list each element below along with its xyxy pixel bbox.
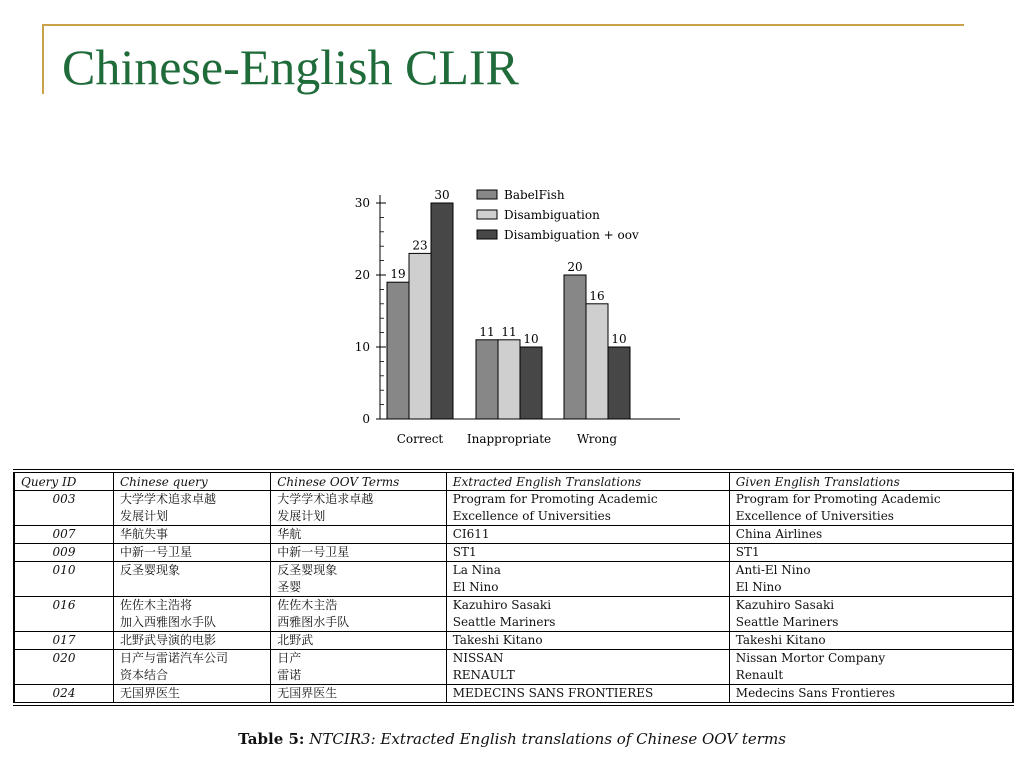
cell-line: NISSAN (452, 651, 504, 665)
bar-value-label: 11 (501, 324, 517, 339)
bar-value-label: 10 (523, 332, 539, 346)
bar (564, 275, 586, 419)
cell-line: 无国界医生 (120, 686, 181, 700)
cell-extracted (446, 544, 729, 562)
cell-given (729, 491, 1013, 526)
cell-line: 西雅图水手队 (277, 615, 350, 629)
bar-value-label: 23 (412, 238, 428, 253)
cell-extracted (446, 526, 729, 544)
cell-line: El Nino (735, 580, 782, 594)
bar-value-label: 20 (567, 260, 583, 274)
bar-value-label: 19 (390, 267, 406, 282)
cell-line: 华航 (277, 527, 302, 541)
slide-title: Chinese-English CLIR (62, 39, 519, 95)
cell-oov-terms (271, 597, 446, 632)
cell-line: 发展计划 (120, 509, 169, 523)
y-tick-label: 0 (362, 412, 370, 426)
cell-line: 日产 (277, 651, 302, 665)
cell-oov-terms (271, 562, 446, 597)
legend-label: BabelFish (504, 188, 565, 202)
cell-line: 佐佐木主浩将 (120, 598, 193, 612)
legend-swatch (477, 210, 497, 219)
cell-given (729, 562, 1013, 597)
cell-line: 北野武导演的电影 (120, 633, 217, 647)
translation-table (13, 472, 1014, 703)
header-chinese-query: Chinese query (114, 473, 271, 491)
cell-line: 佐佐木主浩 (277, 598, 338, 612)
cell-extracted (446, 650, 729, 685)
cell-query-id: 016 (14, 597, 114, 632)
cell-given (729, 632, 1013, 650)
cell-line: 中新一号卫星 (120, 545, 193, 559)
header-chinese-oov-terms: Chinese OOV Terms (271, 473, 446, 491)
cell-line: Anti-El Nino (735, 563, 811, 577)
bar (586, 304, 608, 419)
cell-line: Program for Promoting Academic (735, 492, 941, 506)
cell-oov-terms (271, 650, 446, 685)
cell-line: Excellence of Universities (452, 509, 611, 523)
bar (409, 253, 431, 419)
cell-chinese-query (114, 650, 271, 685)
y-tick-label: 20 (354, 268, 370, 282)
cell-line: 大学学术追求卓越 (277, 492, 374, 506)
caption-label: Table 5: (238, 730, 305, 748)
cell-oov-terms (271, 491, 446, 526)
title-accent-horizontal-line (42, 24, 964, 26)
cell-line: Seattle Mariners (735, 615, 839, 629)
cell-extracted (446, 597, 729, 632)
cell-extracted (446, 685, 729, 703)
cell-chinese-query (114, 632, 271, 650)
header-extracted-translations: Extracted English Translations (446, 473, 729, 491)
legend-swatch (477, 230, 497, 239)
table-row (14, 685, 1013, 703)
cell-line: CI611 (452, 527, 490, 541)
cell-line: La Nina (452, 563, 501, 577)
table-row (14, 650, 1013, 685)
table-row (14, 491, 1013, 526)
cell-line: ST1 (735, 545, 760, 559)
x-category-label: Correct (396, 432, 444, 446)
cell-line: China Airlines (735, 527, 823, 541)
cell-line: Takeshi Kitano (735, 633, 826, 647)
cell-line: Medecins Sans Frontieres (735, 686, 896, 700)
title-accent-vertical-line (42, 24, 44, 94)
caption-text: NTCIR3: Extracted English translations of Chinese OOV terms (309, 730, 786, 748)
cell-line: RENAULT (452, 668, 515, 682)
translation-table-frame (13, 469, 1014, 706)
cell-chinese-query (114, 544, 271, 562)
cell-chinese-query (114, 562, 271, 597)
cell-line: 资本结合 (120, 668, 169, 682)
cell-line: 雷诺 (277, 668, 302, 682)
cell-line: Excellence of Universities (735, 509, 894, 523)
cell-oov-terms (271, 685, 446, 703)
cell-query-id: 003 (14, 491, 114, 526)
cell-line: MEDECINS SANS FRONTIERES (452, 686, 654, 700)
table-row (14, 632, 1013, 650)
cell-extracted (446, 632, 729, 650)
cell-line: 无国界医生 (277, 686, 338, 700)
cell-query-id: 017 (14, 632, 114, 650)
cell-line: El Nino (452, 580, 499, 594)
legend-label: Disambiguation (504, 208, 600, 222)
cell-line: ST1 (452, 545, 477, 559)
cell-line: 中新一号卫星 (277, 545, 350, 559)
cell-given (729, 544, 1013, 562)
table-header-row (14, 473, 1013, 491)
cell-given (729, 526, 1013, 544)
cell-oov-terms (271, 526, 446, 544)
cell-chinese-query (114, 526, 271, 544)
cell-line: Takeshi Kitano (452, 633, 543, 647)
bar-value-label: 30 (434, 188, 450, 202)
bar (387, 282, 409, 419)
cell-given (729, 685, 1013, 703)
bar (520, 347, 542, 419)
cell-extracted (446, 562, 729, 597)
cell-given (729, 597, 1013, 632)
y-tick-label: 30 (354, 196, 370, 210)
cell-query-id: 007 (14, 526, 114, 544)
cell-query-id: 020 (14, 650, 114, 685)
header-given-translations: Given English Translations (729, 473, 1013, 491)
cell-chinese-query (114, 685, 271, 703)
cell-line: 华航失事 (120, 527, 169, 541)
cell-line: 日产与雷诺汽车公司 (120, 651, 229, 665)
cell-chinese-query (114, 597, 271, 632)
x-category-label: Inappropriate (466, 432, 552, 446)
bar (431, 203, 453, 419)
bar-value-label: 10 (611, 332, 627, 346)
cell-line: Renault (735, 668, 784, 682)
cell-line: Seattle Mariners (452, 615, 556, 629)
cell-oov-terms (271, 544, 446, 562)
table-caption (0, 730, 1024, 748)
cell-line: 大学学术追求卓越 (120, 492, 217, 506)
bar-value-label: 16 (589, 288, 605, 303)
cell-line: Kazuhiro Sasaki (735, 598, 835, 612)
table-body (14, 491, 1013, 703)
table-row (14, 562, 1013, 597)
table-row (14, 544, 1013, 562)
cell-line: 加入西雅图水手队 (120, 615, 217, 629)
cell-query-id: 010 (14, 562, 114, 597)
cell-oov-terms (271, 632, 446, 650)
cell-line: Kazuhiro Sasaki (452, 598, 552, 612)
bar (498, 340, 520, 419)
bar (476, 340, 498, 419)
cell-line: 反圣婴现象 (120, 563, 181, 577)
cell-chinese-query (114, 491, 271, 526)
cell-line: 圣婴 (277, 580, 302, 594)
bar-chart (330, 180, 690, 455)
cell-query-id: 024 (14, 685, 114, 703)
cell-given (729, 650, 1013, 685)
bar (608, 347, 630, 419)
header-query-id: Query ID (14, 473, 114, 491)
cell-line: 发展计划 (277, 509, 326, 523)
y-tick-label: 10 (354, 340, 370, 354)
legend-swatch (477, 190, 497, 199)
cell-query-id: 009 (14, 544, 114, 562)
cell-line: 反圣婴现象 (277, 563, 338, 577)
table-row (14, 526, 1013, 544)
x-category-label: Wrong (576, 432, 618, 446)
table-row (14, 597, 1013, 632)
bar-value-label: 11 (479, 324, 495, 339)
cell-extracted (446, 491, 729, 526)
cell-line: 北野武 (277, 633, 314, 647)
cell-line: Program for Promoting Academic (452, 492, 658, 506)
cell-line: Nissan Mortor Company (735, 651, 886, 665)
legend-label: Disambiguation + oov (504, 228, 639, 242)
